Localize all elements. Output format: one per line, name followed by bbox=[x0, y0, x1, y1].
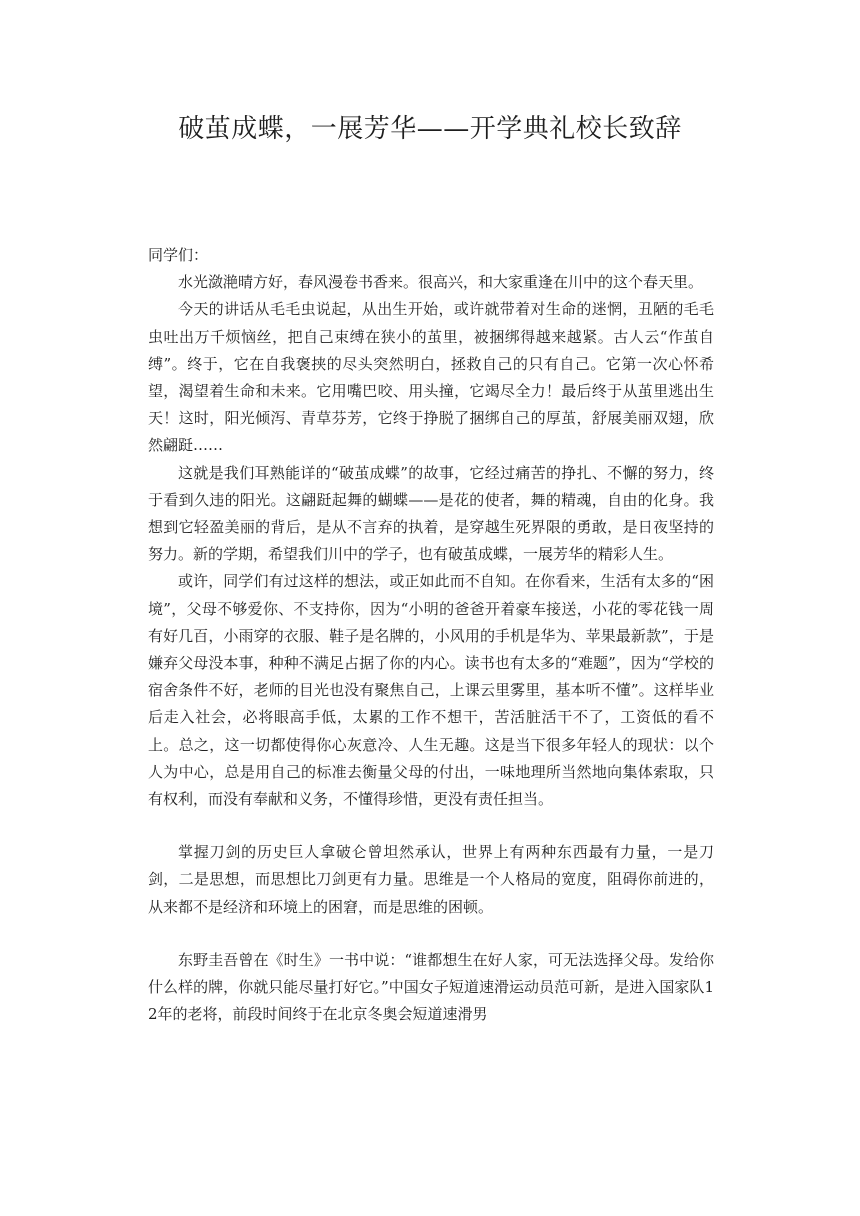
salutation: 同学们： bbox=[148, 246, 209, 264]
paragraph-4: 或许，同学们有过这样的想法，或正如此而不自知。在你看来，生活有太多的“困境”，父母不够爱你、不支持你，因为“小明的爸爸开着豪车接送，小花的零花钱一周有好几百，小雨穿的衣服、鞋子是名牌的，小风用的手机是华为、苹果最新款”，于是嫌弃父母没本事，种种不满足占据了你的内心。读书也有太多的“难题”，因为“学校的宿舍条件不好，老师的目光也没有聚焦自己，上课云里雾里，基本听不懂”。这样毕业后走入社会，必将眼高手低，太累的工作不想干，苦活脏活干不了，工资低的看不上。总之，这一切都使得你心灰意冷、人生无趣。这是当下很多年轻人的现状：以个人为中心，总是用自己的标准去衡量父母的付出，一味地理所当然地向集体索取，只有权利，而没有奉献和义务，不懂得珍惜，更没有责任担当。 bbox=[148, 572, 714, 809]
document-body bbox=[148, 242, 714, 1028]
paragraph-6: 东野圭吾曾在《时生》一书中说：“谁都想生在好人家，可无法选择父母。发给你什么样的牌，你就只能尽量打好它。”中国女子短道速滑运动员范可新，是进入国家队12年的老将，前段时间终于在北京冬奥会短道速滑男 bbox=[148, 950, 714, 1024]
paragraph-1: 水光潋滟晴方好，春风漫卷书香来。很高兴，和大家重逢在川中的这个春天里。 bbox=[178, 273, 704, 292]
paragraph-3: 这就是我们耳熟能详的“破茧成蝶”的故事，它经过痛苦的挣扎、不懈的努力，终于看到久违的阳光。这翩跹起舞的蝴蝶——是花的使者，舞的精魂，自由的化身。我想到它轻盈美丽的背后，是从不言弃的执着，是穿越生死界限的勇敢，是日夜坚持的努力。新的学期，希望我们川中的学子，也有破茧成蝶，一展芳华的精彩人生。 bbox=[148, 463, 714, 564]
paragraph-5: 掌握刀剑的历史巨人拿破仑曾坦然承认，世界上有两种东西最有力量，一是刀剑，二是思想，而思想比刀剑更有力量。思维是一个人格局的宽度，阻碍你前进的，从来都不是经济和环境上的困窘，而是思维的困顿。 bbox=[148, 843, 714, 916]
document-title: 破茧成蝶，一展芳华——开学典礼校长致辞 bbox=[178, 114, 682, 144]
paragraph-2: 今天的讲话从毛毛虫说起，从出生开始，或许就带着对生命的迷惘，丑陋的毛毛虫吐出万千烦恼丝，把自己束缚在狭小的茧里，被捆绑得越来越紧。古人云“作茧自缚”。终于，它在自我褒挟的尽头突然明白，拯救自己的只有自己。它第一次心怀希望，渴望着生命和未来。它用嘴巴咬、用头撞，它竭尽全力！最后终于从茧里逃出生天！这时，阳光倾泻、青草芬芳，它终于挣脱了捆绑自己的厚茧，舒展美丽双翅，欣然翩跹…… bbox=[148, 300, 714, 455]
